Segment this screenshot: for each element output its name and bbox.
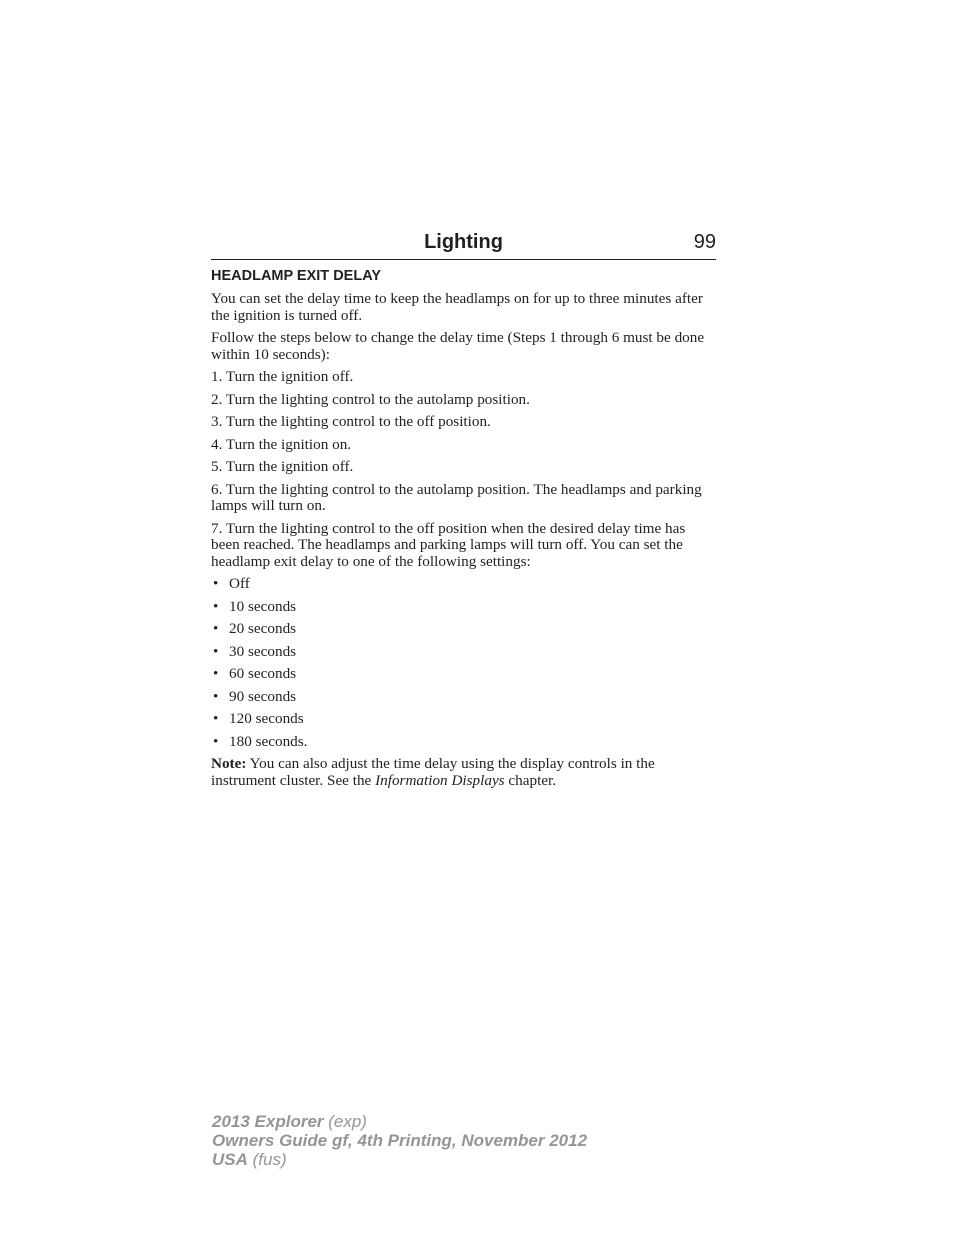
setting-label: 120 seconds <box>229 710 304 727</box>
footer-line-3 <box>212 1150 587 1169</box>
step-3: 3. Turn the lighting control to the off position. <box>211 413 491 430</box>
intro-paragraph: You can set the delay time to keep the headlamps on for up to three minutes after the ignition is turned off. <box>211 290 703 324</box>
note-label: Note: <box>211 755 247 772</box>
chapter-title: Lighting <box>424 231 503 253</box>
setting-label: Off <box>229 575 250 592</box>
section-heading: HEADLAMP EXIT DELAY <box>211 268 381 284</box>
list-item <box>211 644 716 661</box>
note-text: You can also adjust the time delay using the display controls in the instrument cluster. See the <box>211 755 655 789</box>
bullet-icon: • <box>213 620 219 637</box>
footer-line-2 <box>212 1131 587 1150</box>
footer-market: USA <box>212 1150 248 1169</box>
footer-model: 2013 Explorer <box>212 1112 324 1131</box>
chapter-reference: Information Displays <box>375 771 505 789</box>
footer-line-1 <box>212 1112 587 1131</box>
list-item <box>211 621 716 638</box>
setting-label: 180 seconds. <box>229 732 308 750</box>
setting-label: 30 seconds <box>229 642 297 660</box>
bullet-icon: • <box>213 687 219 705</box>
bullet-icon: • <box>213 575 219 592</box>
bullet-icon: • <box>213 597 219 615</box>
page-content <box>211 267 716 795</box>
delay-settings-list <box>211 576 716 750</box>
bullet-icon: • <box>213 732 219 750</box>
list-item <box>211 689 716 706</box>
setting-label: 10 seconds <box>229 597 297 615</box>
list-item <box>211 734 716 751</box>
page-number: 99 <box>693 231 716 253</box>
step-7: 7. Turn the lighting control to the off position when the desired delay time has been reached. The headlamps and parking lamps will turn off. You can set the headlamp exit delay to one of the following settings: <box>211 519 686 570</box>
note-paragraph <box>211 756 716 789</box>
footer-market-code: (fus) <box>247 1150 287 1169</box>
bullet-icon: • <box>213 665 219 682</box>
document-footer <box>212 1112 587 1169</box>
footer-model-code: (exp) <box>323 1112 367 1131</box>
step-4: 4. Turn the ignition on. <box>211 435 352 453</box>
step-1: 1. Turn the ignition off. <box>211 368 354 385</box>
setting-label: 20 seconds <box>229 620 297 637</box>
steps-intro-paragraph: Follow the steps below to change the delay time (Steps 1 through 6 must be done within 10 seconds): <box>211 329 705 363</box>
note-text-end: chapter. <box>504 771 557 789</box>
list-item <box>211 599 716 616</box>
bullet-icon: • <box>213 710 219 727</box>
page-header <box>211 228 716 260</box>
step-5: 5. Turn the ignition off. <box>211 458 354 475</box>
bullet-icon: • <box>213 642 219 660</box>
setting-label: 60 seconds <box>229 665 297 682</box>
step-6: 6. Turn the lighting control to the autolamp position. The headlamps and parking lamps will turn on. <box>211 480 702 514</box>
footer-printing: Owners Guide gf, 4th Printing, November 2012 <box>212 1131 588 1150</box>
list-item <box>211 711 716 728</box>
list-item <box>211 576 716 593</box>
setting-label: 90 seconds <box>229 687 297 705</box>
step-2: 2. Turn the lighting control to the autolamp position. <box>211 390 530 408</box>
list-item <box>211 666 716 683</box>
